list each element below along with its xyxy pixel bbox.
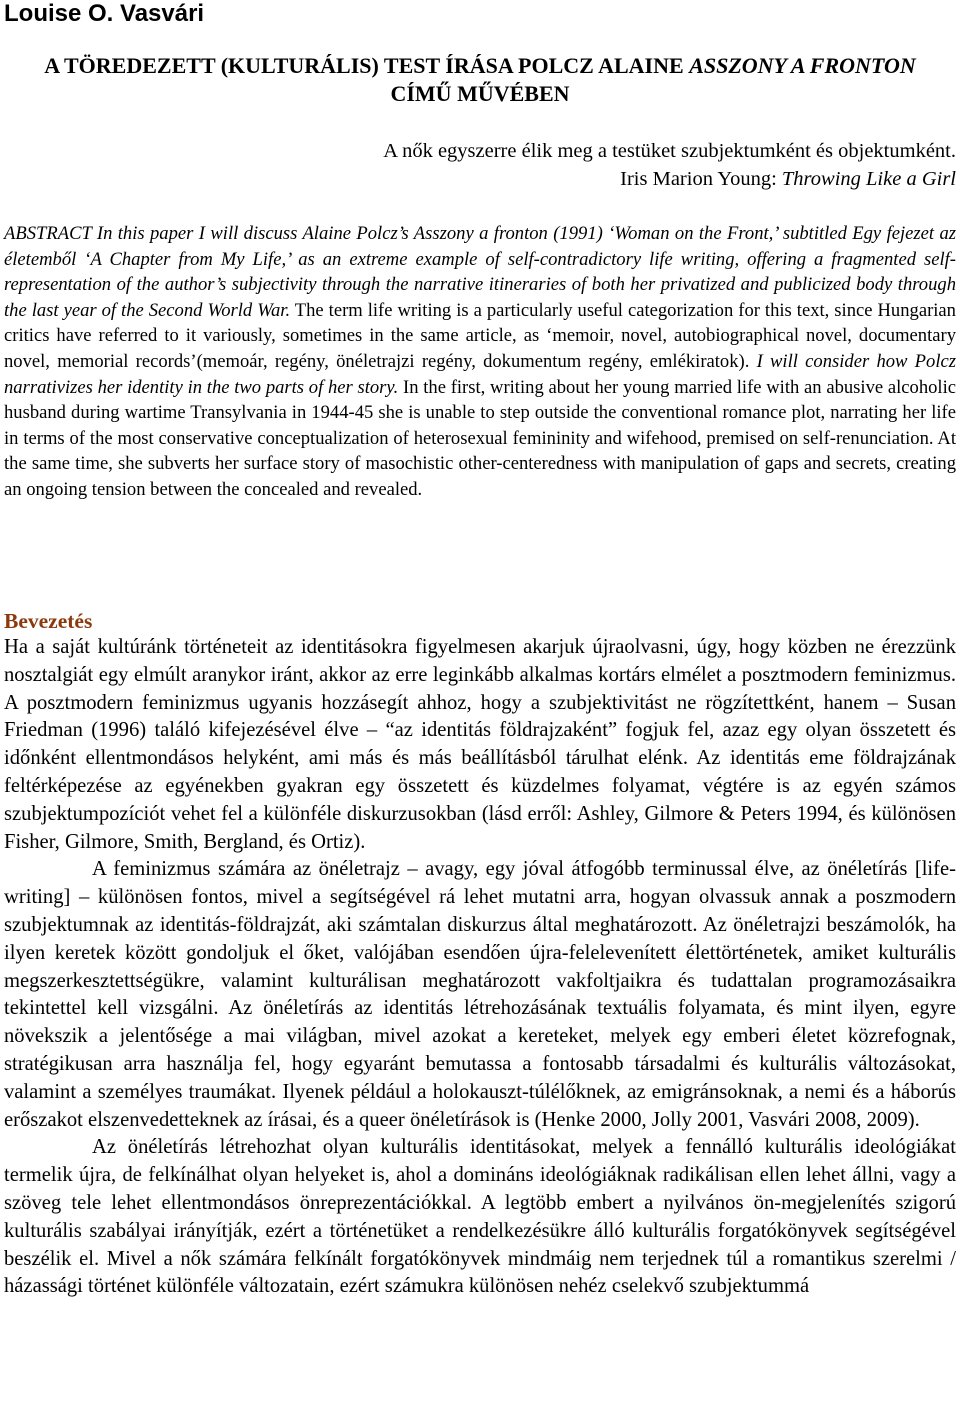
title-text-part2: CÍMŰ MŰVÉBEN bbox=[390, 81, 570, 106]
abstract bbox=[4, 221, 956, 503]
body-paragraph-3: Az önéletírás létrehozhat olyan kulturális identitásokat, melyek a fennálló kulturális ideológiákat termelik újra, de felkínálhat olyan helyeket is, ahol a domináns ideológiáknak radikálisan ellen lehet állni, vagy a szöveg tele lehet ellentmondásos önreprezentációkkal. A legtöbb embert a nyilvános ön-megjelenítés szigorú kulturális szabályai irányítják, ezért a történetüket a rendelkezésükre álló kulturális forgatókönyvek segítségével beszélik el. Mivel a nők számára felkínált forgatókönyvek mindmáig nem terjednek túl a romantikus szerelmi / házassági történet különféle változatain, ezért számukra különösen nehéz cselekvő szubjektummá bbox=[4, 1136, 956, 1298]
author-name: Louise O. Vasvári bbox=[4, 0, 205, 27]
epigraph-quote: A nők egyszerre élik meg a testüket szubjektumként és objektumként. bbox=[383, 140, 956, 162]
body-paragraph-2: A feminizmus számára az önéletrajz – avagy, egy jóval átfogóbb terminussal élve, az önéletírás [life-writing] – különösen fontos, mivel a segítségével rá lehet mutatni arra, hogyan olvassuk annak a poszmodern szubjektumnak az identitás-földrajzát, aki számtalan diskurzus által meghatározott. Az önéletrajzi beszámolók, ha ilyen keretek között gondoljuk el őket, valójában esendően újra-felelevenített élettörténetek, amiket kulturális megszerkesztettségükre, valamint kulturálisan meghatározott vakfoltjaikra és tudattalan programozásaikra tekintettel kell vizsgálni. Az önéletírás az identitás létrehozásának textuális folyamata, és mint ilyen, egyre növekszik a jelentősége a mai világban, mivel azokat a kereteket, melyek egy emberi életet közrefognak, stratégikusan arra használja fel, hogy egyaránt bemutassa a fontosabb társadalmi és kulturális változásokat, valamint a személyes traumákat. Ilyenek például a holokauszt-túlélőknek, az emigránsoknak, a nemi és a háborús erőszakot elszenvedetteknek az írásai, és a queer önéletírások is (Henke 2000, Jolly 2001, Vasvári 2008, 2009). bbox=[4, 858, 956, 1131]
abstract-regular-part1: The term life writing is a particularly useful categorization for this text, since Hungarian critics have referred to it variously, sometimes in the same article, as ‘memoir, novel, autobiographical novel, documentary novel, memorial records’(memoár, regény, önéletrajzi regény, dokumentum regény, emlékiratok). bbox=[4, 299, 956, 372]
paper-title bbox=[20, 52, 940, 108]
epigraph bbox=[383, 137, 956, 193]
epigraph-attribution bbox=[383, 165, 956, 193]
abstract-regular-part2: In the first, writing about her young married life with an abusive alcoholic husband during wartime Transylvania in 1944-45 she is unable to step outside the conventional romance plot, narrating her life in terms of the most conservative conceptualization of heterosexual femininity and wifehood, premised on self-renunciation. At the same time, she subverts her surface story of masochistic other-centeredness with manipulation of gaps and secrets, creating an ongoing tension between the concealed and revealed. bbox=[4, 376, 956, 500]
body-paragraph-1: Ha a saját kultúránk történeteit az identitásokra figyelmesen akarjuk újraolvasni, úgy, hogy közben ne érezzünk nosztalgiát egy elmúlt aranykor iránt, akkor az erre leginkább alkalmas kortárs elmélet a posztmodern feminizmus. A posztmodern feminizmus ugyanis hozzásegít ahhoz, hogy a szubjektivitást ne rögzítettként, hanem – Susan Friedman (1996) találó kifejezésével élve – “az identitás földrajzaként” fogjuk fel, azaz egy olyan összetett és időnként ellentmondásos helyként, ami más és más beállításból tárulhat elénk. Az identitás eme földrajzának feltérképezése az egyénekben gyakran egy összetett és küzdelmes folyamat, végtére is az egyén számos szubjektumpozíciót vehet fel a különféle diskurzusokban (lásd erről: Ashley, Gilmore & Peters 1994, és különösen Fisher, Gilmore, Smith, Bergland, és Ortiz). bbox=[4, 636, 956, 853]
section-heading: Bevezetés bbox=[4, 609, 93, 633]
title-text-part1: A TÖREDEZETT (KULTURÁLIS) TEST ÍRÁSA POLCZ ALAINE bbox=[44, 53, 690, 78]
title-italic-work: ASSZONY A FRONTON bbox=[689, 53, 916, 78]
epigraph-source: Throwing Like a Girl bbox=[781, 168, 956, 190]
section-body bbox=[4, 634, 956, 1301]
epigraph-author: Iris Marion Young: bbox=[620, 168, 782, 190]
abstract-italic-part2: I will consider how Polcz narrativizes her identity in the two parts of her story. bbox=[4, 350, 956, 398]
abstract-italic-part: ABSTRACT In this paper I will discuss Alaine Polcz’s Asszony a fronton (1991) ‘Woman on the Front,’ subtitled Egy fejezet az életemből ‘A Chapter from My Life,’ as an extreme example of self-contradictory life writing, offering a fragmented self-representation of the author’s subjectivity through the narrative itineraries of both her privatized and publicized body through the last year of the Second World War. bbox=[4, 223, 956, 321]
